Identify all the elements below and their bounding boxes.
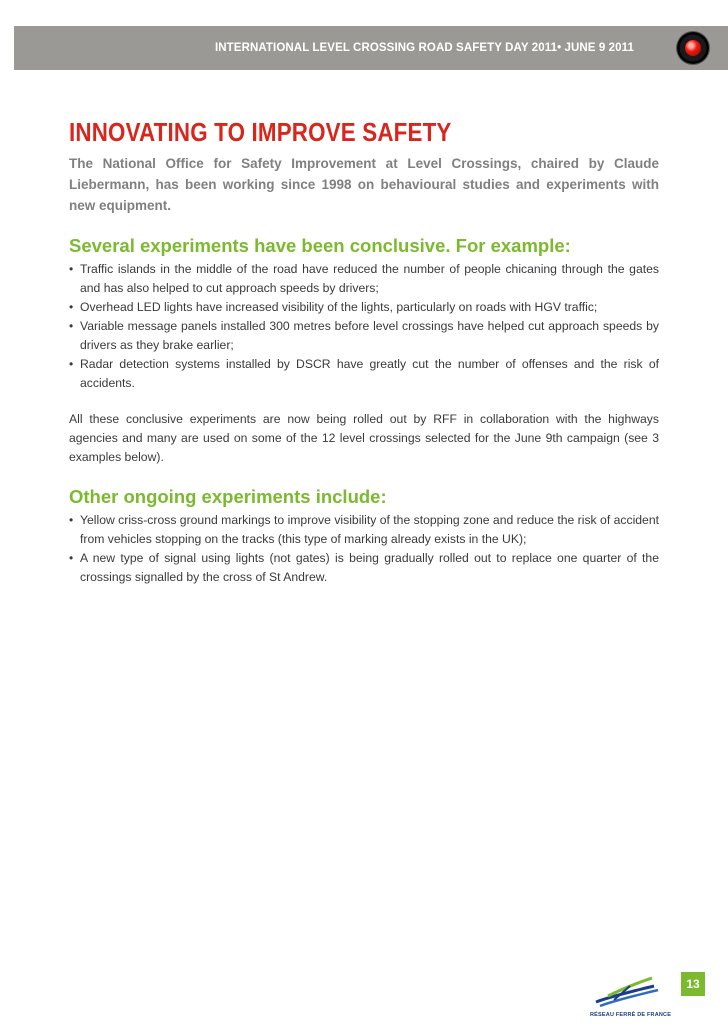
list-item: • Overhead LED lights have increased visibility of the lights, particularly on roads with HGV traffic; bbox=[69, 298, 659, 317]
header-title: INTERNATIONAL LEVEL CROSSING ROAD SAFETY DAY 2011• JUNE 9 2011 bbox=[214, 42, 634, 54]
section1-list bbox=[69, 260, 659, 393]
bullet-glyph: • bbox=[69, 300, 74, 314]
section2-list bbox=[69, 511, 659, 587]
list-item: • Variable message panels installed 300 metres before level crossings have helped cut approach speeds by drivers as they brake earlier; bbox=[69, 319, 659, 352]
bullet-glyph: • bbox=[69, 357, 74, 371]
list-item: • A new type of signal using lights (not gates) is being gradually rolled out to replace one quarter of the crossings signalled by the cross of St Andrew. bbox=[69, 551, 659, 584]
section2-heading: Other ongoing experiments include: bbox=[69, 486, 387, 507]
page-number-badge: 13 bbox=[681, 972, 705, 996]
list-item: • Traffic islands in the middle of the road have reduced the number of people chicaning through the gates and has also helped to cut approach speeds by drivers; bbox=[69, 262, 659, 295]
red-lamp bbox=[685, 40, 701, 56]
bullet-glyph: • bbox=[69, 513, 74, 527]
main-content bbox=[69, 116, 659, 587]
rff-logo-graphic bbox=[590, 972, 662, 1012]
bullet-glyph: • bbox=[69, 262, 74, 276]
section1-heading: Several experiments have been conclusive. For example: bbox=[69, 235, 571, 256]
list-item: • Yellow criss-cross ground markings to improve visibility of the stopping zone and reduce the risk of accident from vehicles stopping on the tracks (this type of marking already exists in the UK); bbox=[69, 513, 659, 546]
logo-text: RÉSEAU FERRÉ DE FRANCE bbox=[590, 1012, 672, 1018]
bullet-glyph: • bbox=[69, 551, 74, 565]
rff-logo-icon bbox=[590, 972, 672, 1024]
intro-paragraph: The National Office for Safety Improvement at Level Crossings, chaired by Claude Liebermann, has been working since 1998 on behavioural studies and experiments with new equipment. bbox=[69, 156, 659, 213]
rollout-paragraph: All these conclusive experiments are now being rolled out by RFF in collaboration with the highways agencies and many are used on some of the 12 level crossings selected for the June 9th campaign (see 3 examples below). bbox=[69, 412, 659, 464]
page-title: INNOVATING TO IMPROVE SAFETY bbox=[69, 117, 452, 147]
level-crossing-signal-icon bbox=[677, 32, 709, 64]
bullet-glyph: • bbox=[69, 319, 74, 333]
list-item: • Radar detection systems installed by DSCR have greatly cut the number of offenses and the risk of accidents. bbox=[69, 357, 659, 390]
header-band bbox=[14, 26, 728, 70]
